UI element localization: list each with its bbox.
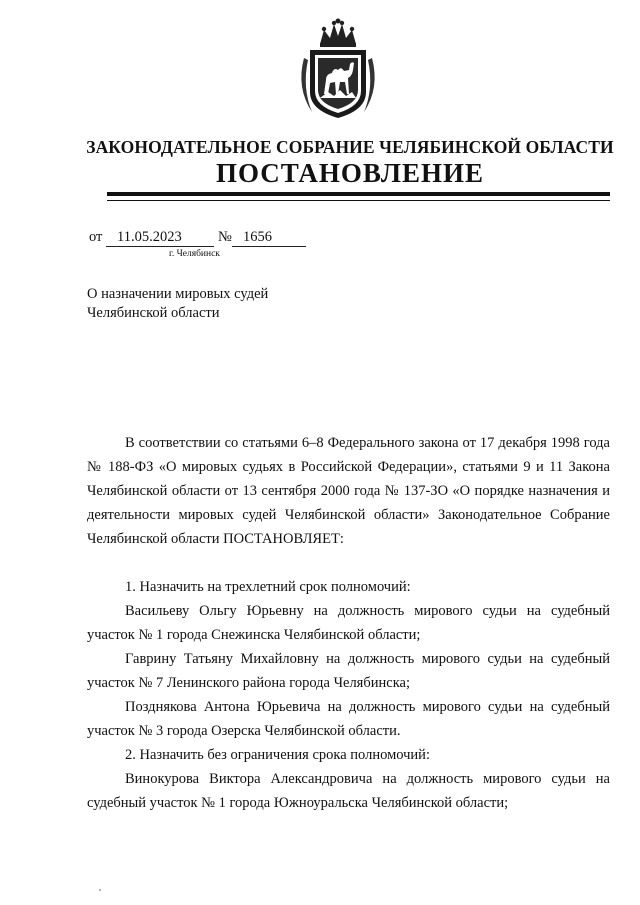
number-underline [232, 246, 306, 247]
chelyabinsk-coat-of-arms-emblem [294, 18, 382, 122]
scan-artifact-dot [99, 889, 101, 891]
paragraph-judge-3: Позднякова Антона Юрьевича на должность мирового судьи на судебный участок № 3 города Озерска Челябинской области. [87, 699, 610, 739]
date-underline [106, 246, 214, 247]
document-subject [87, 285, 317, 323]
subject-line-2: Челябинской области [87, 305, 220, 321]
document-date: 11.05.2023 [117, 229, 182, 245]
document-type-title: ПОСТАНОВЛЕНИЕ [215, 158, 485, 188]
document-number: 1656 [243, 229, 272, 245]
paragraph-judge-2: Гаврину Татьяну Михайловну на должность мирового судьи на судебный участок № 7 Ленинского района города Челябинска; [87, 651, 610, 691]
paragraph-judge-4: Винокурова Виктора Александровича на должность мирового судьи на судебный участок № 1 города Южноуральска Челябинской области; [87, 771, 610, 811]
header-divider-thin [107, 200, 610, 201]
subject-line-1: О назначении мировых судей [87, 286, 269, 302]
number-prefix: № [218, 229, 232, 245]
city-label: г. Челябинск [169, 249, 220, 259]
paragraph-item-2: 2. Назначить без ограничения срока полномочий: [125, 747, 430, 763]
preamble-paragraph: В соответствии со статьями 6–8 Федерального закона от 17 декабря 1998 года № 188-ФЗ «О мировых судьях в Российской Федерации», статьями 9 и 11 Закона Челябинской области от 13 сентября 2000 года № 137-ЗО «О порядке назначения и деятельности мировых судей Челябинской области» Законодательное Собрание Челябинской области ПОСТАНОВЛЯЕТ: [87, 435, 610, 547]
crown-icon [320, 19, 356, 48]
date-prefix: от [89, 229, 103, 245]
header-divider-thick [107, 192, 610, 196]
paragraph-item-1: 1. Назначить на трехлетний срок полномочий: [125, 579, 411, 595]
organization-title: ЗАКОНОДАТЕЛЬНОЕ СОБРАНИЕ ЧЕЛЯБИНСКОЙ ОБЛАСТИ [86, 137, 614, 157]
paragraph-judge-1: Васильеву Ольгу Юрьевну на должность мирового судьи на судебный участок № 1 города Снежинска Челябинской области; [87, 603, 610, 643]
